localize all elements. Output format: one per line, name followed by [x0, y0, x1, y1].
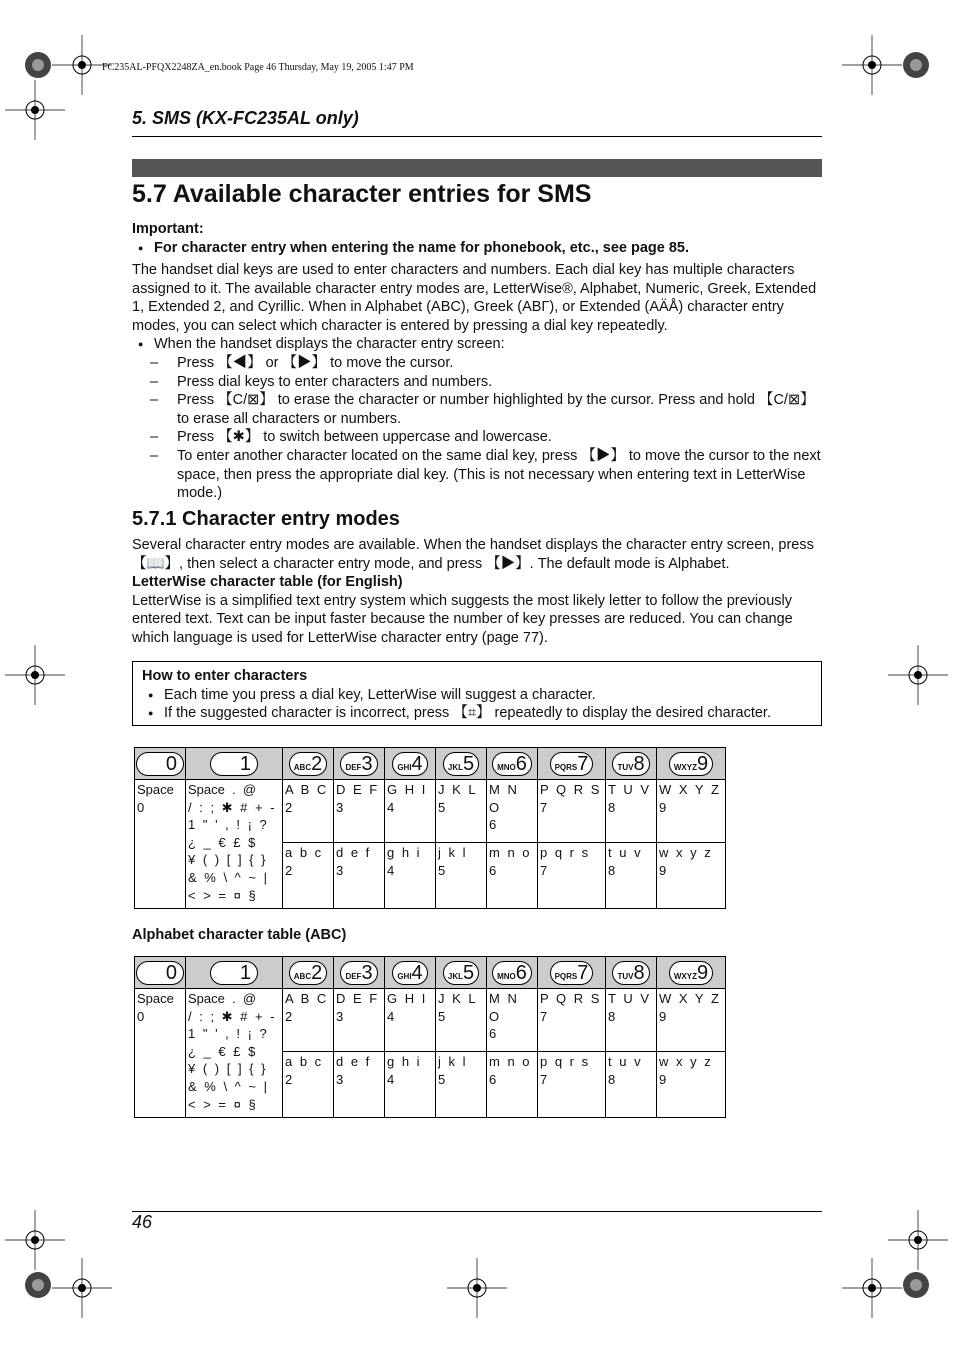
uppercase-chars: W X Y Z 9: [657, 780, 726, 843]
bullet-screen: ● When the handset displays the character entry screen:: [132, 335, 822, 354]
dial-key-6-icon: MNO6: [492, 961, 532, 985]
uppercase-chars: P Q R S 7: [538, 780, 606, 843]
divider: [132, 136, 822, 137]
key-cell: [135, 957, 186, 989]
lowercase-chars: g h i 4: [385, 1052, 436, 1118]
lowercase-chars: w x y z 9: [657, 843, 726, 909]
key-cell: [385, 748, 436, 780]
key-cell: [186, 957, 283, 989]
dial-key-9-icon: WXYZ9: [669, 961, 713, 985]
modes-paragraph: Several character entry modes are available. When the handset displays the character entry screen, press 【📖】, then select a character entry mode, and press 【▶】. The default mode is Alphabet.: [132, 537, 814, 572]
key-cell: [334, 748, 385, 780]
key-cell: [334, 957, 385, 989]
footer-divider: [132, 1211, 822, 1212]
lowercase-chars: g h i 4: [385, 843, 436, 909]
letterwise-table: [134, 747, 726, 909]
dial-key-4-icon: GHI4: [392, 961, 427, 985]
uppercase-chars: M N O 6: [487, 989, 538, 1052]
important-bullet: ● For character entry when entering the name for phonebook, etc., see page 85.: [132, 239, 822, 258]
lowercase-chars: m n o 6: [487, 1052, 538, 1118]
lowercase-chars: a b c 2: [283, 843, 334, 909]
dial-key-0-icon: 0: [136, 961, 184, 985]
important-block: [132, 220, 822, 257]
page-title: 5.7 Available character entries for SMS: [132, 180, 592, 208]
key-cell: [283, 748, 334, 780]
dial-key-9-icon: WXYZ9: [669, 752, 713, 776]
registration-mark-icon: [842, 1258, 902, 1318]
dial-key-8-icon: TUV8: [612, 961, 649, 985]
howto-item: ● Each time you press a dial key, LetterWise will suggest a character.: [142, 686, 812, 705]
lowercase-chars: a b c 2: [283, 1052, 334, 1118]
dial-key-2-icon: ABC2: [289, 961, 327, 985]
uppercase-chars: T U V 8: [606, 989, 657, 1052]
lowercase-chars: w x y z 9: [657, 1052, 726, 1118]
alphabet-table: [134, 956, 726, 1118]
key-cell: [186, 748, 283, 780]
registration-mark-icon: [5, 80, 65, 140]
key-cell: [487, 957, 538, 989]
uppercase-chars: W X Y Z 9: [657, 989, 726, 1052]
dial-key-3-icon: DEF3: [340, 752, 377, 776]
uppercase-chars: G H I 4: [385, 989, 436, 1052]
uppercase-chars: M N O 6: [487, 780, 538, 843]
color-target-icon: [902, 51, 930, 79]
uppercase-chars: P Q R S 7: [538, 989, 606, 1052]
key-cell: [436, 748, 487, 780]
modes-block: [132, 536, 822, 648]
color-target-icon: [24, 1271, 52, 1299]
lowercase-chars: t u v 8: [606, 843, 657, 909]
key-cell: [538, 748, 606, 780]
dash-item: – Press dial keys to enter characters and numbers.: [132, 373, 822, 392]
title-bar: [132, 159, 822, 177]
uppercase-chars: G H I 4: [385, 780, 436, 843]
lowercase-chars: d e f 3: [334, 843, 385, 909]
subsection-title: 5.7.1 Character entry modes: [132, 508, 400, 530]
dash-item: – Press 【◀】 or 【▶】 to move the cursor.: [132, 354, 822, 373]
key-cell: [283, 957, 334, 989]
dial-key-8-icon: TUV8: [612, 752, 649, 776]
color-target-icon: [902, 1271, 930, 1299]
intro-block: [132, 261, 822, 503]
uppercase-chars: D E F 3: [334, 780, 385, 843]
letterwise-heading: LetterWise character table (for English): [132, 574, 403, 591]
dial-key-6-icon: MNO6: [492, 752, 532, 776]
dial-key-3-icon: DEF3: [340, 961, 377, 985]
dial-key-0-icon: 0: [136, 752, 184, 776]
lowercase-chars: j k l 5: [436, 843, 487, 909]
book-file-info: FC235AL-PFQX2248ZA_en.book Page 46 Thursday, May 19, 2005 1:47 PM: [102, 62, 414, 73]
uppercase-chars: T U V 8: [606, 780, 657, 843]
uppercase-chars: J K L 5: [436, 780, 487, 843]
page-number: 46: [132, 1212, 153, 1232]
howto-title: How to enter characters: [142, 668, 308, 684]
key-cell: [606, 957, 657, 989]
intro-paragraph: The handset dial keys are used to enter characters and numbers. Each dial key has multiple characters assigned to it. The available character entry modes are, LetterWise®, Alphabet, Numeric, Greek, Extended 1, Extended 2, and Cyrillic. When in Alphabet (ABC), Greek (ΑΒΓ), or Extended (ΑÄÅ) character entry modes, you can select which character is entered by pressing a dial key repeatedly.: [132, 262, 817, 334]
dash-item: – Press 【✱】 to switch between uppercase and lowercase.: [132, 428, 822, 447]
alphabet-heading: Alphabet character table (ABC): [132, 927, 347, 943]
dash-item: – Press 【C/⊠】 to erase the character or number highlighted by the cursor. Press and hold 【C/⊠】 to erase all characters or numbers.: [132, 391, 822, 428]
dial-key-7-icon: PQRS7: [550, 752, 594, 776]
dial-key-7-icon: PQRS7: [550, 961, 594, 985]
key-header-row: [135, 957, 726, 989]
dial-key-1-icon: 1: [210, 752, 258, 776]
key-1-chars: Space . @ / : ; ✱ # + - 1 " ' , ! ¡ ? ¿ _ € £ $ ¥ ( ) [ ] { } & % \ ^ ~ | < > = ¤ §: [186, 780, 283, 909]
uppercase-chars: A B C 2: [283, 780, 334, 843]
key-cell: [487, 748, 538, 780]
registration-mark-icon: [5, 645, 65, 705]
key-cell: [657, 957, 726, 989]
lowercase-chars: j k l 5: [436, 1052, 487, 1118]
registration-mark-icon: [888, 645, 948, 705]
uppercase-chars: J K L 5: [436, 989, 487, 1052]
upper-row: [135, 780, 726, 843]
key-0-chars: Space 0: [135, 780, 186, 909]
lowercase-chars: t u v 8: [606, 1052, 657, 1118]
color-target-icon: [24, 51, 52, 79]
lowercase-chars: p q r s 7: [538, 1052, 606, 1118]
dial-key-4-icon: GHI4: [392, 752, 427, 776]
howto-item: ● If the suggested character is incorrect, press 【⌗】 repeatedly to display the desired character.: [142, 704, 812, 723]
dial-key-2-icon: ABC2: [289, 752, 327, 776]
dial-key-1-icon: 1: [210, 961, 258, 985]
registration-mark-icon: [52, 1258, 112, 1318]
key-1-chars: Space . @ / : ; ✱ # + - 1 " ' , ! ¡ ? ¿ _ € £ $ ¥ ( ) [ ] { } & % \ ^ ~ | < > = ¤ §: [186, 989, 283, 1118]
uppercase-chars: D E F 3: [334, 989, 385, 1052]
registration-mark-icon: [447, 1258, 507, 1318]
uppercase-chars: A B C 2: [283, 989, 334, 1052]
letterwise-paragraph: LetterWise is a simplified text entry system which suggests the most likely letter to follow the previously entered text. Text can be input faster because the number of key presses are reduced. You can change which language is used for LetterWise character entry (page 77).: [132, 592, 793, 646]
dash-item: – To enter another character located on the same dial key, press 【▶】 to move the cursor to the next space, then press the appropriate dial key. (This is not necessary when entering text in LetterWise mode.): [132, 447, 822, 503]
section-header: 5. SMS (KX-FC235AL only): [132, 108, 359, 128]
lowercase-chars: p q r s 7: [538, 843, 606, 909]
key-0-chars: Space 0: [135, 989, 186, 1118]
important-label: Important:: [132, 221, 204, 237]
lowercase-chars: d e f 3: [334, 1052, 385, 1118]
upper-row: [135, 989, 726, 1052]
key-header-row: [135, 748, 726, 780]
lowercase-chars: m n o 6: [487, 843, 538, 909]
registration-mark-icon: [842, 35, 902, 95]
dial-key-5-icon: JKL5: [443, 961, 479, 985]
key-cell: [385, 957, 436, 989]
howto-box: [132, 661, 822, 726]
dial-key-5-icon: JKL5: [443, 752, 479, 776]
key-cell: [538, 957, 606, 989]
key-cell: [606, 748, 657, 780]
key-cell: [657, 748, 726, 780]
key-cell: [135, 748, 186, 780]
key-cell: [436, 957, 487, 989]
